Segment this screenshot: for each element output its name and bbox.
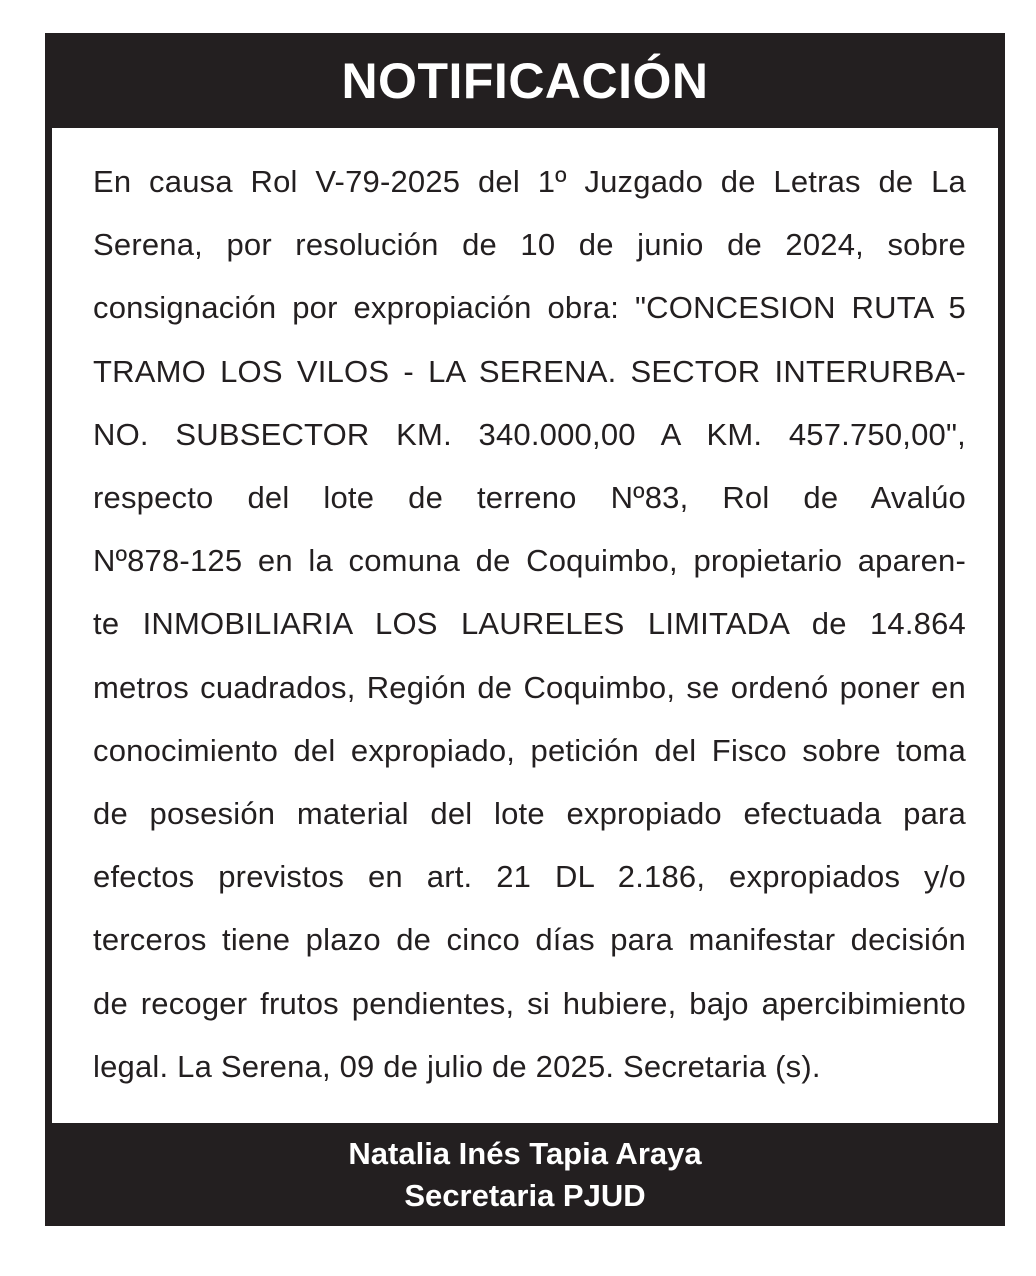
body-line: conocimiento del expropiado, petición del Fisco sobre toma [93,732,966,768]
notice-body [52,128,998,1123]
body-line: TRAMO LOS VILOS - LA SERENA. SECTOR INTERURBA- [93,353,966,389]
notice-body-text [93,150,966,1098]
signature-block [45,1123,1005,1226]
notification-notice [45,33,1005,1226]
body-line: Nº878-125 en la comuna de Coquimbo, propietario aparen- [93,543,966,579]
body-line: legal. La Serena, 09 de julio de 2025. Secretaria (s). [93,1048,821,1084]
body-line: NO. SUBSECTOR KM. 340.000,00 A KM. 457.750,00", [93,416,966,452]
body-line: terceros tiene plazo de cinco días para manifestar decisión [93,922,966,958]
body-line: de recoger frutos pendientes, si hubiere, bajo apercibimiento [93,985,966,1021]
body-line: de posesión material del lote expropiado efectuada para [93,796,966,832]
notice-title: NOTIFICACIÓN [341,52,709,109]
notice-header [45,33,1005,128]
signatory-role: Secretaria PJUD [404,1177,646,1213]
body-line: En causa Rol V-79-2025 del 1º Juzgado de Letras de La [93,164,966,199]
body-line: metros cuadrados, Región de Coquimbo, se ordenó poner en [93,669,966,705]
body-line: consignación por expropiación obra: "CONCESION RUTA 5 [93,290,966,326]
body-line: Serena, por resolución de 10 de junio de 2024, sobre [93,227,966,263]
body-line: respecto del lote de terreno Nº83, Rol de Avalúo [93,480,966,516]
body-line: efectos previstos en art. 21 DL 2.186, expropiados y/o [93,859,966,895]
signatory-name: Natalia Inés Tapia Araya [348,1135,702,1171]
body-line: te INMOBILIARIA LOS LAURELES LIMITADA de 14.864 [93,606,966,642]
